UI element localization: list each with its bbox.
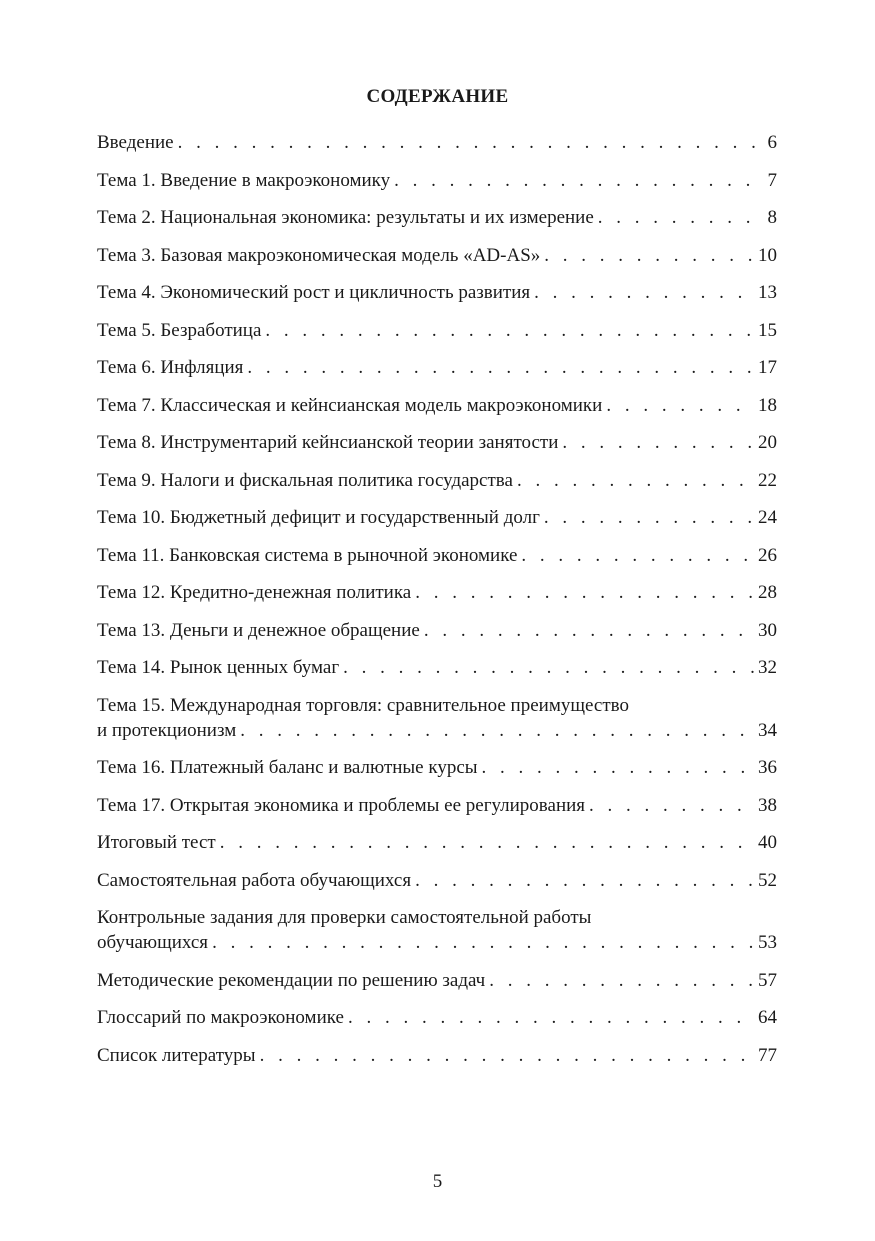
toc-entry-page: 34 [758,719,777,741]
toc-entry-page: 77 [758,1044,777,1066]
toc-entry-title: Тема 12. Кредитно-денежная политика [97,582,412,603]
dot-leader [260,1043,755,1068]
toc-entry-topic-2[interactable] [97,205,777,230]
toc-entry-page: 57 [758,969,777,991]
toc-entry-page: 64 [758,1007,777,1028]
toc-entry-page: 7 [767,169,777,191]
toc-entry-title: обучающихся [97,932,209,953]
toc-entry-page: 40 [758,832,777,853]
toc-entry-title: Тема 5. Безработица [97,319,262,341]
dot-leader [598,205,765,230]
dot-leader [424,618,755,643]
dot-leader [589,793,755,818]
toc-entry-title: Методические рекомендации по решению задач [97,969,486,991]
toc-entry-topic-16[interactable] [97,755,777,780]
toc-entry-topic-12[interactable] [97,580,777,605]
toc-entry-title: Тема 3. Базовая макроэкономическая модель «AD-AS» [97,244,541,266]
toc-entry-control-tasks[interactable] [97,905,777,955]
toc-entry-topic-3[interactable] [97,243,777,268]
toc-entry-topic-1[interactable] [97,168,777,193]
toc-entry-title: Тема 16. Платежный баланс и валютные курсы [97,757,478,778]
toc-entry-topic-15[interactable] [97,693,777,743]
dot-leader [489,968,755,993]
toc-entry-title: Самостоятельная работа обучающихся [97,869,412,891]
toc-entry-title-line1: Контрольные задания для проверки самостоятельной работы [97,907,592,928]
toc-entry-title: Тема 14. Рынок ценных бумаг [97,657,340,678]
toc-entry-page: 53 [758,932,777,953]
dot-leader [240,718,755,743]
toc-entry-page: 30 [758,619,777,641]
dot-leader [348,1005,755,1030]
toc-entry-page: 15 [758,319,777,341]
toc-entry-glossary[interactable] [97,1005,777,1030]
toc-entry-title: Тема 13. Деньги и денежное обращение [97,619,420,641]
page-title: СОДЕРЖАНИЕ [366,86,509,107]
toc-entry-topic-7[interactable] [97,393,777,418]
toc-entry-topic-14[interactable] [97,655,777,680]
toc-entry-title: Тема 11. Банковская система в рыночной экономике [97,544,518,566]
toc-entry-topic-9[interactable] [97,468,777,493]
dot-leader [562,430,755,455]
dot-leader [544,505,755,530]
toc-entry-title: Тема 7. Классическая и кейнсианская модель макроэкономики [97,394,603,416]
toc-entry-page: 10 [758,244,777,266]
dot-leader [394,168,764,193]
page-number: 5 [432,1171,443,1192]
toc-entry-page: 17 [758,357,777,378]
table-of-contents [97,130,777,1080]
dot-leader [178,130,765,155]
toc-entry-introduction[interactable] [97,130,777,155]
toc-entry-topic-13[interactable] [97,618,777,643]
toc-entry-page: 20 [758,432,777,453]
toc-entry-title: и протекционизм [97,719,237,741]
toc-entry-topic-10[interactable] [97,505,777,530]
dot-leader [247,355,755,380]
toc-entry-title: Итоговый тест [97,832,216,853]
toc-entry-title: Тема 2. Национальная экономика: результаты и их измерение [97,207,594,228]
toc-entry-topic-6[interactable] [97,355,777,380]
toc-entry-title: Введение [97,132,174,153]
toc-entry-title: Тема 8. Инструментарий кейнсианской теории занятости [97,432,559,453]
toc-entry-title: Список литературы [97,1044,256,1066]
toc-entry-title: Тема 1. Введение в макроэкономику [97,169,391,191]
dot-leader [521,543,755,568]
toc-entry-title: Тема 6. Инфляция [97,357,244,378]
toc-entry-page: 36 [758,757,777,778]
dot-leader [534,280,755,305]
toc-entry-references[interactable] [97,1043,777,1068]
toc-entry-topic-4[interactable] [97,280,777,305]
toc-entry-page: 52 [758,869,777,891]
toc-entry-page: 18 [758,394,777,416]
dot-leader [482,755,755,780]
toc-entry-title: Тема 17. Открытая экономика и проблемы ее регулирования [97,794,586,816]
dot-leader [265,318,755,343]
toc-entry-page: 32 [758,657,777,678]
toc-entry-title-line1: Тема 15. Международная торговля: сравнительное преимущество [97,694,629,716]
toc-entry-title: Тема 9. Налоги и фискальная политика государства [97,469,513,491]
toc-entry-title: Глоссарий по макроэкономике [97,1007,344,1028]
dot-leader [343,655,755,680]
toc-entry-page: 24 [758,507,777,528]
dot-leader [415,868,755,893]
toc-entry-topic-5[interactable] [97,318,777,343]
dot-leader [220,830,755,855]
toc-entry-title: Тема 10. Бюджетный дефицит и государственный долг [97,507,540,528]
toc-entry-topic-11[interactable] [97,543,777,568]
toc-entry-topic-8[interactable] [97,430,777,455]
toc-entry-independent-work[interactable] [97,868,777,893]
toc-entry-page: 38 [758,794,777,816]
toc-entry-page: 22 [758,469,777,491]
dot-leader [415,580,755,605]
toc-entry-title: Тема 4. Экономический рост и цикличность развития [97,282,531,303]
toc-entry-page: 8 [767,207,777,228]
toc-entry-page: 28 [758,582,777,603]
toc-entry-topic-17[interactable] [97,793,777,818]
toc-entry-method-recommendations[interactable] [97,968,777,993]
dot-leader [517,468,755,493]
toc-entry-page: 26 [758,544,777,566]
toc-entry-page: 6 [767,132,777,153]
toc-entry-final-test[interactable] [97,830,777,855]
dot-leader [544,243,755,268]
dot-leader [212,930,755,955]
toc-entry-page: 13 [758,282,777,303]
dot-leader [606,393,755,418]
